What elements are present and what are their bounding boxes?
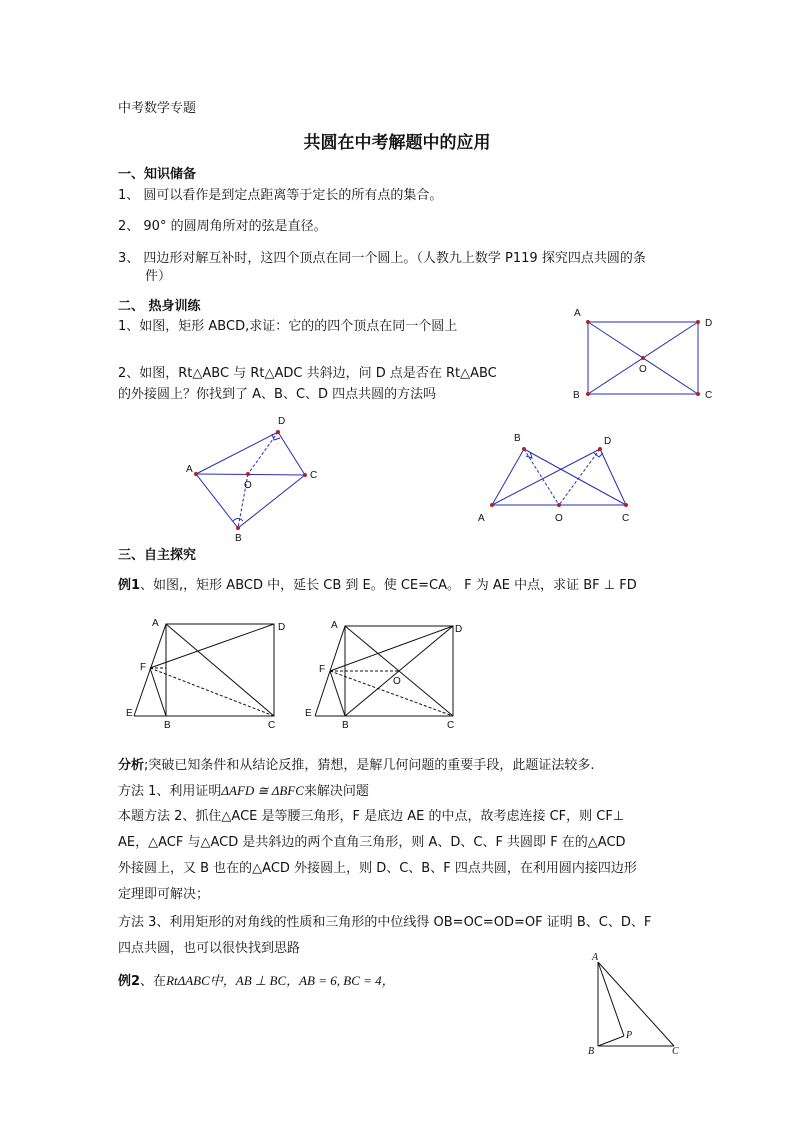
method2-line-4: 定理即可解决； [118,887,210,902]
warmup-q2-line1: 2、如图，Rt△ABC 与 Rt△ADC 共斜边，问 D 点是否在 Rt△ABC [118,366,497,381]
method1-prefix: 方法 1、利用证明 [118,784,222,799]
label-e: E [126,708,133,719]
example2-figure [580,950,690,1060]
method3-line-1: 方法 3、利用矩形的对角线的性质和三角形的中位线得 OB=OC=OD=OF 证明 B、C、D、F [118,915,652,930]
label-d: D [705,318,713,329]
label-c: C [310,470,318,481]
label-c: C [622,513,630,524]
method2-line-2: AE，△ACF 与△ACD 是共斜边的两个直角三角形，则 A、D、C、F 共圆即 F 在的△ACD [118,835,626,850]
label-c: C [268,720,276,731]
knowledge-item-3-cont: 件） [145,269,172,284]
label-b: B [588,1046,595,1057]
label-b: B [573,390,580,401]
right-triangles-figure-2 [470,425,645,525]
method2-line-3: 外接圆上，又 B 也在的△ACD 外接圆上，则 D、C、B、F 四点共圆，在利用圆内接四边形 [118,861,637,876]
example1-figure-1 [120,612,295,732]
label-d: D [278,622,286,633]
knowledge-item-3: 3、 四边形对解互补时，这四个顶点在同一个圆上。（人教九上数学 P119 探究四点共圆的条 [118,251,646,266]
example2-formula: RtΔABC中，AB ⊥ BC，AB = 6, BC = 4， [166,973,395,988]
label-b: B [235,533,242,544]
example1 [118,577,637,595]
label-c: C [705,390,713,401]
label-o: O [639,364,647,375]
method1-suffix: 来解决问题 [303,784,369,799]
label-a: A [331,620,338,631]
label-b: B [342,720,349,731]
label-b: B [514,433,521,444]
example2-label: 例2 [118,974,141,989]
warmup-q1: 1、如图，矩形 ABCD,求证：它的的四个顶点在同一个圆上 [118,319,458,334]
label-a: A [152,618,159,629]
label-a: A [574,308,581,319]
label-c: C [672,1046,679,1057]
analysis-label: 分析 [118,758,145,773]
example2-prefix: 、在 [140,974,167,989]
label-e: E [305,708,312,719]
method3-line-2: 四点共圆，也可以很快找到思路 [118,941,301,956]
label-a: A [478,513,485,524]
label-b: B [164,720,171,731]
right-triangles-figure-1 [180,410,330,545]
label-f: F [319,664,326,675]
section2-heading: 二、 热身训练 [118,299,201,314]
method1-formula: ΔAFD ≅ ΔBFC [221,783,304,798]
analysis [118,757,595,775]
label-d: D [278,416,286,427]
example2 [118,972,395,991]
label-c: C [447,720,455,731]
example1-text: 、如图,，矩形 ABCD 中，延长 CB 到 E。使 CE=CA。 F 为 AE 中点，求证 BF ⊥ FD [140,578,637,593]
knowledge-item-1: 1、 圆可以看作是到定点距离等于定长的所有点的集合。 [118,188,443,203]
label-f: F [140,662,147,673]
rectangle-abcd-figure [565,300,725,410]
example1-label: 例1 [118,578,141,593]
label-a: A [592,952,599,963]
label-o: O [555,513,563,524]
label-a: A [186,464,193,475]
warmup-q2-line2: 的外接圆上？你找到了 A、B、C、D 四点共圆的方法吗 [118,387,437,402]
analysis-text: ;突破已知条件和从结论反推，猜想，是解几何问题的重要手段，此题证法较多. [144,758,595,773]
method2-line-1: 本题方法 2、抓住△ACE 是等腰三角形，F 是底边 AE 的中点，故考虑连接 CF，则 CF⊥ [118,809,625,824]
section1-heading: 一、知识储备 [118,167,197,182]
label-p: P [626,1030,633,1041]
label-o: O [393,676,401,687]
label-d: D [604,436,612,447]
label-o: O [244,480,252,491]
section3-heading: 三、自主探究 [118,548,197,563]
knowledge-item-2: 2、 90° 的圆周角所对的弦是直径。 [118,219,327,234]
label-d: D [455,624,463,635]
example1-figure-2 [305,612,480,732]
doc-header: 中考数学专题 [118,101,197,116]
method1 [118,782,369,801]
page-title: 共圆在中考解题中的应用 [303,133,491,153]
